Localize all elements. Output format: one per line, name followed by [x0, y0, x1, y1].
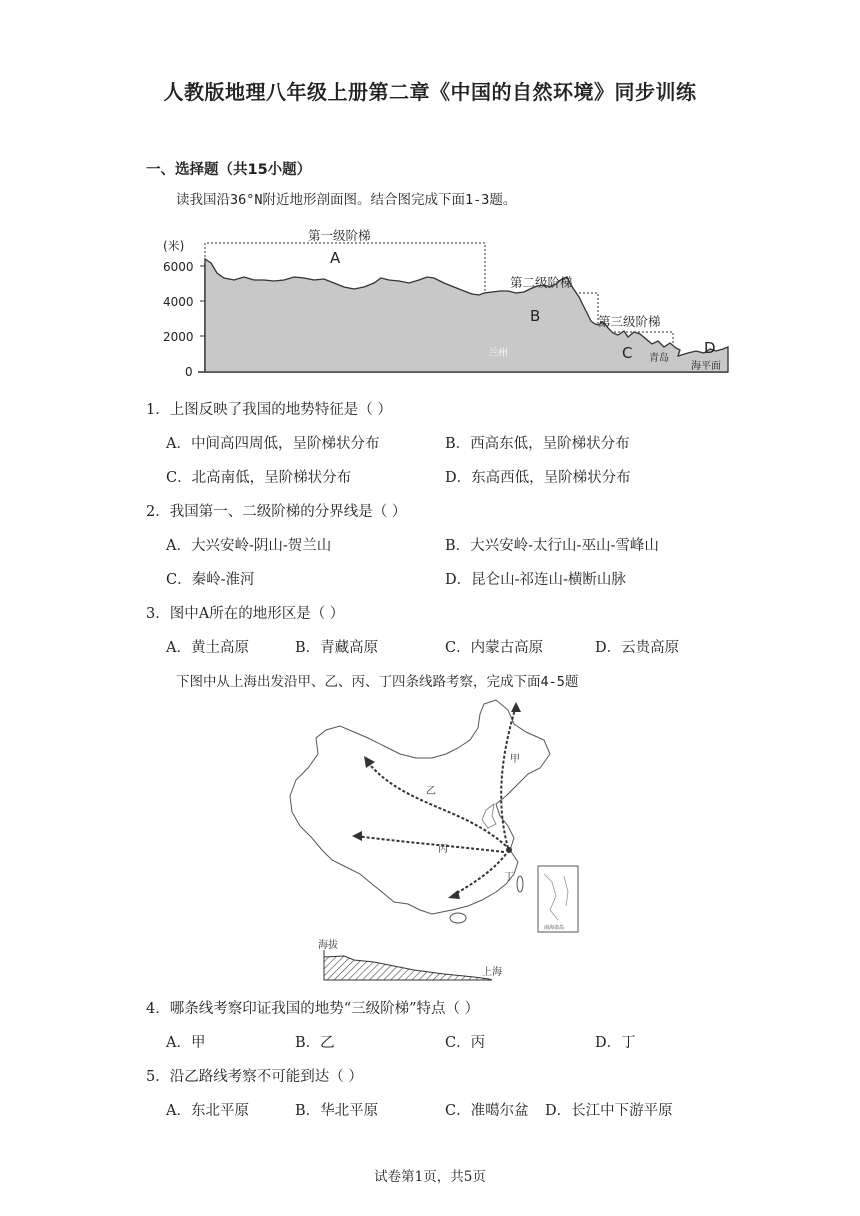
label-a: A [330, 249, 341, 267]
route-ding [452, 854, 506, 896]
q5-option-b: B．华北平原 [295, 1103, 379, 1119]
q2-option-c: C．秦岭-淮河 [166, 572, 255, 588]
y-tick-2000: 2000 [163, 330, 194, 344]
q3-option-b: B．青藏高原 [295, 640, 379, 656]
intro-text-2: 下图中从上海出发沿甲、乙、丙、丁四条线路考察，完成下面4-5题 [176, 674, 579, 690]
q5-stem: 5．沿乙路线考察不可能到达（ ） [146, 1069, 363, 1085]
label-c: C [622, 344, 633, 362]
route-yi [366, 760, 506, 846]
q3-option-c: C．内蒙古高原 [445, 640, 544, 656]
label-d: D [704, 339, 716, 357]
q1-option-b: B．西高东低，呈阶梯状分布 [445, 436, 630, 452]
y-unit-label: (米) [163, 239, 185, 253]
q5-option-c: C．准噶尔盆 [445, 1103, 529, 1119]
q4-option-b: B．乙 [295, 1035, 335, 1051]
q4-option-d: D．丁 [595, 1035, 636, 1051]
step3-label: 第三级阶梯 [598, 314, 661, 329]
q2-option-a: A．大兴安岭-阴山-贺兰山 [166, 538, 332, 554]
q2-stem: 2．我国第一、二级阶梯的分界线是（ ） [146, 504, 407, 520]
q4-option-a: A．甲 [166, 1035, 206, 1051]
route-ding-label: 丁 [504, 872, 514, 883]
route-bing-label: 丙 [438, 844, 448, 855]
q4-stem: 4．哪条线考察印证我国的地势“三级阶梯”特点（ ） [146, 1001, 480, 1017]
q1-option-a: A．中间高四周低，呈阶梯状分布 [166, 436, 380, 452]
q3-option-a: A．黄土高原 [166, 640, 249, 656]
lanzhou-label: 兰州 [488, 348, 508, 359]
y-tick-0: 0 [185, 365, 193, 379]
q2-option-d: D．昆仑山-祁连山-横断山脉 [445, 572, 626, 588]
route-bing [356, 836, 504, 852]
sea-level-label: 海平面 [691, 361, 721, 372]
label-b: B [530, 307, 541, 325]
elevation-profile-mini [314, 936, 524, 986]
y-tick-6000: 6000 [163, 260, 194, 274]
q4-option-c: C．丙 [445, 1035, 486, 1051]
step1-label: 第一级阶梯 [308, 228, 371, 243]
terrain-profile-figure [158, 225, 738, 385]
q1-option-d: D．东高西低，呈阶梯状分布 [445, 470, 631, 486]
route-yi-label: 乙 [426, 786, 436, 797]
step2-label: 第二级阶梯 [510, 275, 573, 290]
q5-option-a: A．东北平原 [166, 1103, 249, 1119]
q1-option-c: C．北高南低，呈阶梯状分布 [166, 470, 352, 486]
route-jia-label: 甲 [510, 754, 520, 765]
intro-text-1: 读我国沿36°N附近地形剖面图。结合图完成下面1-3题。 [176, 192, 517, 208]
section-heading: 一、选择题（共15小题） [146, 162, 312, 178]
profile-city-label: 上海 [482, 967, 502, 978]
y-tick-4000: 4000 [163, 295, 194, 309]
page-footer: 试卷第1页，共5页 [374, 1169, 486, 1185]
q5-option-d: D．长江中下游平原 [545, 1103, 673, 1119]
q3-option-d: D．云贵高原 [595, 640, 680, 656]
inset-label: 南海诸岛 [544, 925, 565, 931]
q1-stem: 1．上图反映了我国的地势特征是（ ） [146, 402, 392, 418]
q3-stem: 3．图中A所在的地形区是（ ） [146, 606, 345, 622]
qingdao-label: 青岛 [649, 353, 669, 364]
profile-y-label: 海拔 [318, 940, 338, 951]
page-title: 人教版地理八年级上册第二章《中国的自然环境》同步训练 [163, 80, 697, 104]
q2-option-b: B．大兴安岭-太行山-巫山-雪峰山 [445, 538, 659, 554]
